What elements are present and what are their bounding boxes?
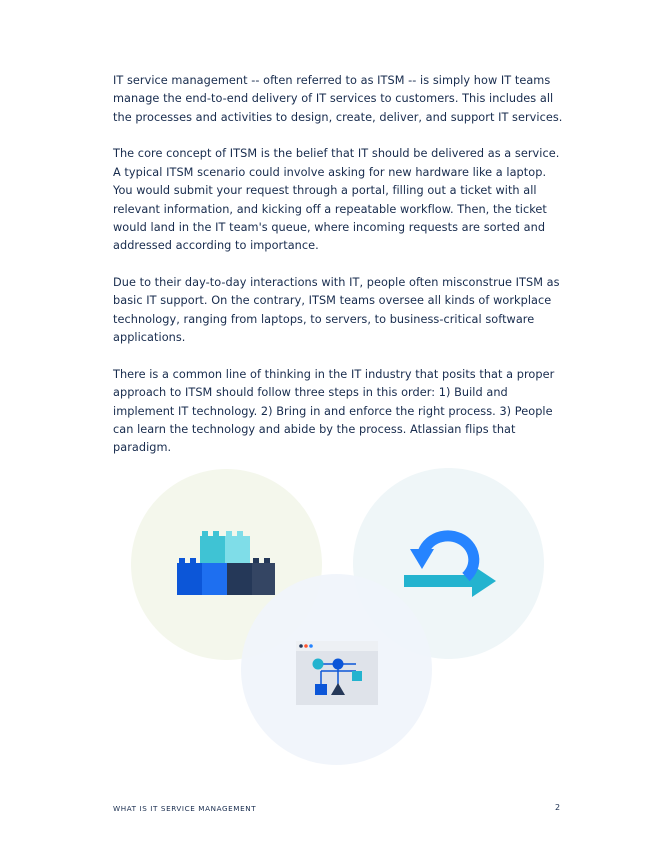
footer-title: WHAT IS IT SERVICE MANAGEMENT xyxy=(113,804,257,813)
iteration-arrow-icon xyxy=(402,527,498,601)
paragraph-core-concept: The core concept of ITSM is the belief that IT should be delivered as a service. A typical ITSM scenario could involve asking for new hardware like a laptop. You would submit your request through a portal, filling out a ticket with all relevant information, and kicking off a repeatable workflow. Then, the ticket would land in the IT team's queue, where incoming requests are sorted and addressed according to importance. xyxy=(113,147,560,253)
paragraph-paradigm: There is a common line of thinking in the IT industry that posits that a proper approach to ITSM should follow three steps in this order: 1) Build and implement IT technology. 2) Bring in and enforce the right process. 3) People can learn the technology and abide by the process. Atlassian flips that paradigm. xyxy=(113,367,555,455)
paragraph-intro: IT service management -- often referred to as ITSM -- is simply how IT teams manage the end-to-end delivery of IT services to customers. This includes all the processes and activities to design, create, deliver, and support IT services. xyxy=(113,74,563,124)
building-blocks-icon xyxy=(175,529,277,597)
paragraph-misconception: Due to their day-to-day interactions with IT, people often misconstrue ITSM as basic IT support. On the contrary, ITSM teams oversee all kinds of workplace technology, ranging from laptops, to servers, to business-critical software applications. xyxy=(113,276,560,345)
page-number: 2 xyxy=(555,803,561,812)
workflow-diagram-icon xyxy=(296,641,378,705)
